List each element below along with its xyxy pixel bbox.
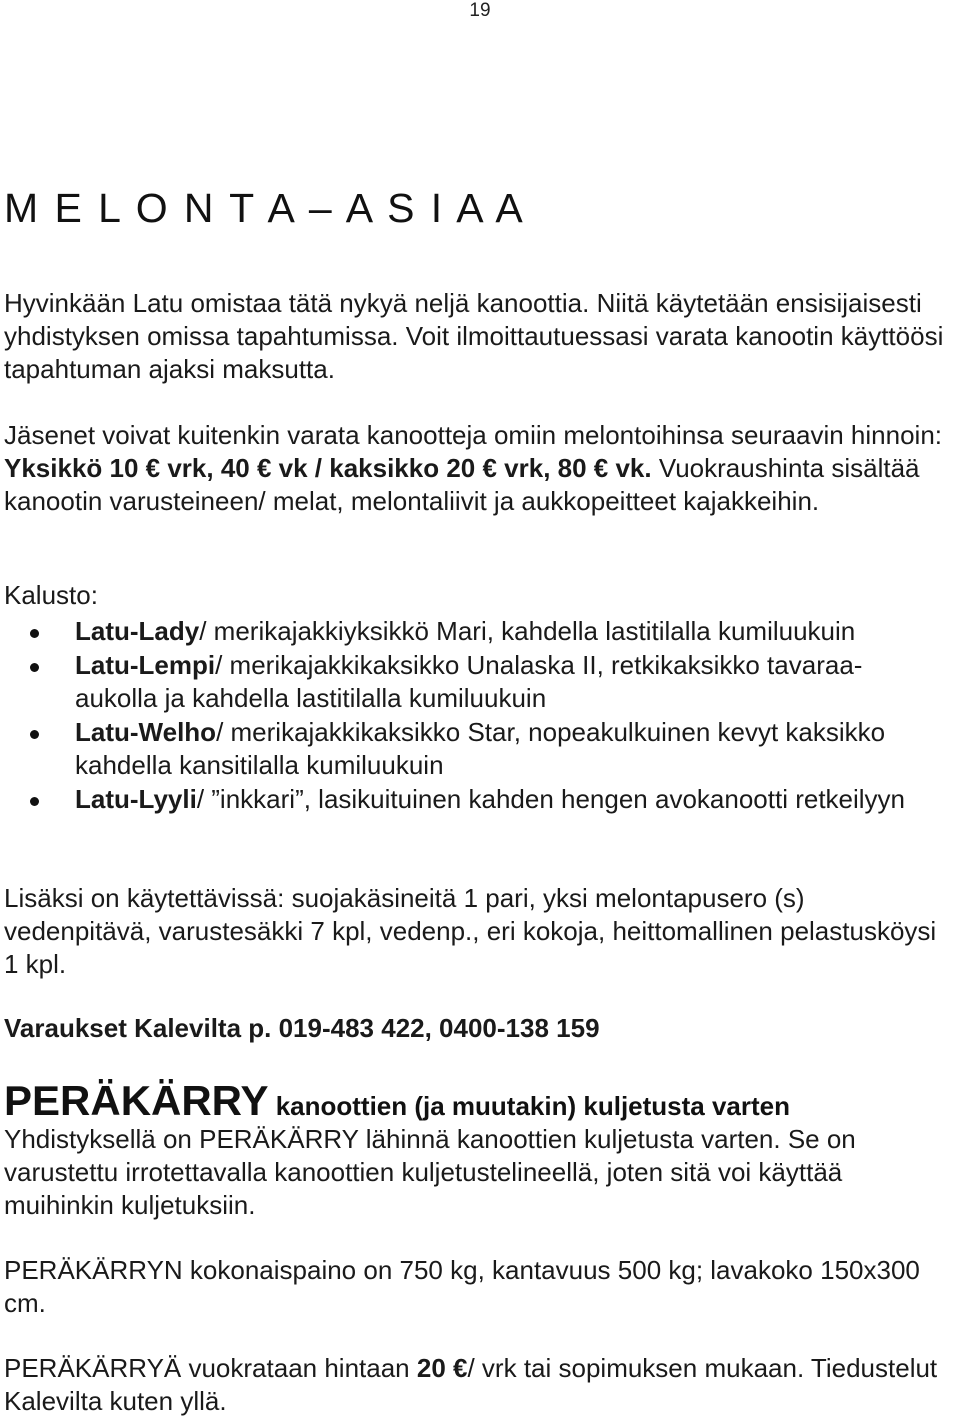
page-title: M E L O N T A – A S I A A	[4, 185, 526, 231]
list-item	[4, 649, 944, 715]
trailer-paragraph-1: Yhdistyksellä on PERÄKÄRRY lähinnä kanoottien kuljetusta varten. Se on varustettu irrotettavalla kanoottien kuljetustelineellä, joten sitä voi käyttää muihinkin kuljetuksiin.	[4, 1124, 856, 1220]
canoe-description: / merikajakkikaksikko Star, nopeakulkuinen kevyt kaksikko kahdella kansitilalla kumiluukuin	[75, 717, 886, 780]
trailer-rent-price: 20 €	[416, 1353, 468, 1383]
list-item	[4, 615, 944, 648]
trailer-paragraph-3	[4, 1352, 944, 1418]
trailer-heading-main: PERÄKÄRRY	[4, 1077, 269, 1124]
members-lead: Jäsenet voivat kuitenkin varata kanootteja omiin melontoihinsa seuraavin hinnoin:	[4, 420, 943, 450]
bullet-icon	[30, 797, 39, 806]
canoe-name: Latu-Welho	[75, 717, 217, 747]
canoe-name: Latu-Lempi	[75, 650, 216, 680]
canoe-description: / ”inkkari”, lasikuituinen kahden hengen avokanootti retkeilyyn	[196, 784, 906, 814]
equipment-list	[4, 615, 944, 816]
canoe-name: Latu-Lady	[75, 616, 200, 646]
list-item	[4, 716, 944, 782]
bullet-icon	[30, 629, 39, 638]
trailer-paragraph-2: PERÄKÄRRYN kokonaispaino on 750 kg, kantavuus 500 kg; lavakoko 150x300 cm.	[4, 1255, 920, 1318]
list-item	[4, 783, 944, 816]
trailer-rent-lead: PERÄKÄRRYÄ vuokrataan hintaan	[4, 1353, 417, 1383]
page-number: 19	[469, 0, 491, 21]
bullet-icon	[30, 663, 39, 672]
trailer-rent-rest: / vrk tai sopimuksen mukaan. Tiedustelut Kalevilta kuten yllä.	[4, 1353, 938, 1416]
kalusto-label: Kalusto:	[4, 580, 98, 610]
trailer-heading-sub: kanoottien (ja muutakin) kuljetusta varten	[268, 1091, 791, 1121]
bullet-icon	[30, 730, 39, 739]
intro-paragraph: Hyvinkään Latu omistaa tätä nykyä neljä kanoottia. Niitä käytetään ensisijaisesti yhdistyksen omissa tapahtumissa. Voit ilmoittautuessasi varata kanootin käyttöösi tapahtuman ajaksi maksutta.	[4, 288, 944, 384]
members-prices: Yksikkö 10 € vrk, 40 € vk / kaksikko 20 € vrk, 80 € vk.	[4, 453, 652, 483]
members-paragraph	[4, 419, 944, 518]
canoe-description: / merikajakkiyksikkö Mari, kahdella lastitilalla kumiluukuin	[199, 616, 856, 646]
canoe-name: Latu-Lyyli	[75, 784, 197, 814]
extra-equipment-paragraph: Lisäksi on käytettävissä: suojakäsineitä 1 pari, yksi melontapusero (s) vedenpitävä, varustesäkki 7 kpl, vedenp., eri kokoja, heittomallinen pelastusköysi 1 kpl.	[4, 883, 937, 979]
members-rest: Vuokraushinta sisältää kanootin varusteineen/ melat, melontaliivit ja aukkopeitteet kajakkeihin.	[4, 453, 920, 516]
reservations-contact: Varaukset Kalevilta p. 019-483 422, 0400-138 159	[4, 1013, 600, 1043]
canoe-description: / merikajakkikaksikko Unalaska II, retkikaksikko tavaraa-aukolla ja kahdella lastitilalla kumiluukuin	[75, 650, 863, 713]
